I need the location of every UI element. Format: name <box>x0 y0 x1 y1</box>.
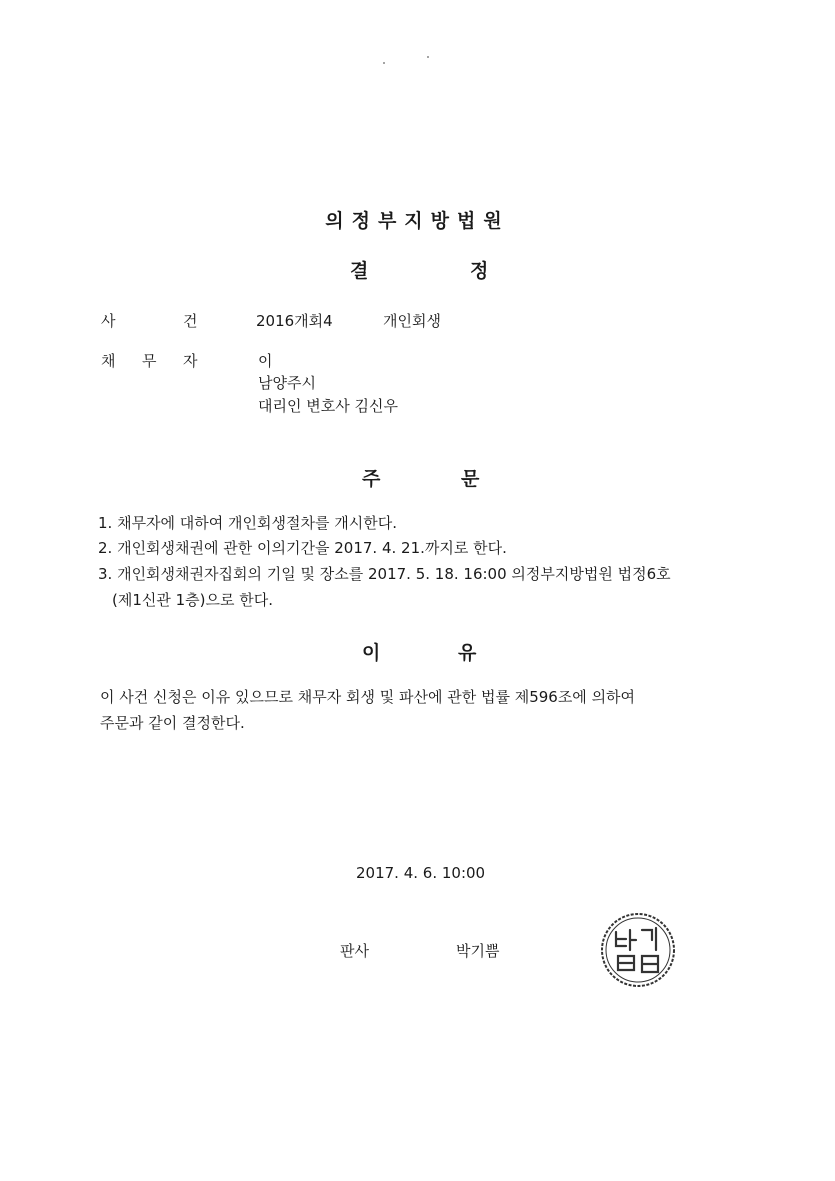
order-item-2: 2. 개인회생채권에 관한 이의기간을 2017. 4. 21.까지로 한다. <box>98 539 507 557</box>
debtor-label-char-2: 무 <box>142 352 157 370</box>
order-heading <box>0 464 835 488</box>
reason-heading-second: 유 <box>458 642 477 664</box>
debtor-label <box>0 350 250 370</box>
case-label-char-1: 사 <box>101 312 116 330</box>
debtor-address: 남양주시 <box>258 374 316 392</box>
judge-seal <box>598 910 678 990</box>
document-title-second: 정 <box>470 260 489 282</box>
case-number: 2016개회4 <box>256 312 333 330</box>
court-name: 의정부지방법원 <box>325 210 510 232</box>
case-type: 개인회생 <box>383 312 441 330</box>
decision-date: 2017. 4. 6. 10:00 <box>356 864 486 882</box>
reason-heading <box>0 638 835 662</box>
order-heading-second: 문 <box>461 468 480 490</box>
case-label <box>0 310 250 330</box>
scan-speck <box>383 62 385 64</box>
order-item-3-continued: (제1신관 1층)으로 한다. <box>112 591 274 609</box>
reason-line-2: 주문과 같이 결정한다. <box>100 714 245 732</box>
document-title-first: 결 <box>350 260 369 282</box>
case-label-char-2: 건 <box>183 312 198 330</box>
judge-name: 박기쁨 <box>456 942 500 960</box>
order-item-1: 1. 채무자에 대하여 개인회생절차를 개시한다. <box>98 514 397 532</box>
debtor-label-char-1: 채 <box>101 352 116 370</box>
judge-title: 판사 <box>340 942 369 960</box>
debtor-label-char-3: 자 <box>183 352 198 370</box>
debtor-name: 이 <box>258 352 273 370</box>
scan-speck <box>427 56 429 58</box>
order-heading-first: 주 <box>362 468 381 490</box>
order-item-3: 3. 개인회생채권자집회의 기일 및 장소를 2017. 5. 18. 16:00 의정부지방법원 법정6호 <box>98 565 671 583</box>
reason-line-1: 이 사건 신청은 이유 있으므로 채무자 회생 및 파산에 관한 법률 제596조에 의하여 <box>100 688 636 706</box>
reason-heading-first: 이 <box>362 642 381 664</box>
debtor-representative: 대리인 변호사 김신우 <box>258 397 398 415</box>
